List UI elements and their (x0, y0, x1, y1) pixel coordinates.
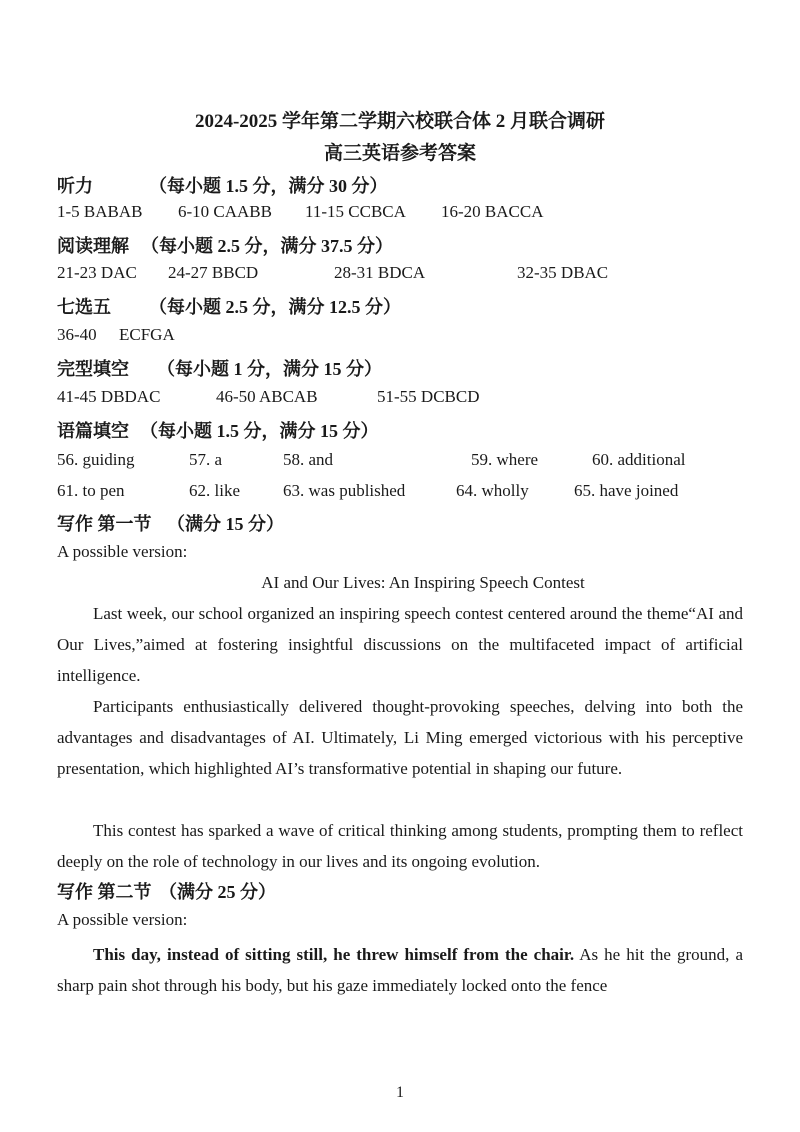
cloze-label: 完型填空 (57, 359, 129, 379)
listening-label: 听力 (57, 176, 93, 196)
writing-2-heading (57, 880, 276, 904)
answer-range: 36-40 (57, 325, 97, 344)
listening-heading (57, 174, 388, 198)
reading-label: 阅读理解 (57, 236, 129, 256)
listening-scoring-note: （每小题 1.5 分，满分 30 分） (149, 176, 388, 196)
blank-answer: 61. to pen (57, 481, 125, 500)
writing-2-label: 写作 第二节 (57, 882, 152, 902)
seven-choose-five-answers (0, 323, 800, 347)
grammar-fill-label: 语篇填空 (57, 421, 129, 441)
blank-answer: 59. where (471, 450, 539, 469)
essay-paragraph: Participants enthusiastically delivered thought-provoking speeches, delving into both the advantages and disadvantages of AI. Ultimately, Li Ming emerged victorious with his perceptive presentation, which highlighted AI’s transformative potential in shaping our future. (57, 697, 743, 778)
answer-group: ECFGA (119, 325, 175, 344)
reading-answers (0, 261, 800, 285)
listening-answers (0, 200, 800, 224)
essay-title: AI and Our Lives: An Inspiring Speech Contest (261, 573, 585, 592)
grammar-fill-answers-row-1 (0, 448, 800, 472)
blank-answer: 63. was published (283, 481, 406, 500)
essay-paragraph: Last week, our school organized an inspiring speech contest centered around the theme“AI and Our Lives,”aimed at fostering insightful discussions on the multifaceted impact of artificial intelligence. (57, 604, 743, 685)
blank-answer: 62. like (189, 481, 240, 500)
page-number: 1 (396, 1084, 404, 1101)
blank-answer: 58. and (283, 450, 334, 469)
answer-group: 32-35 DBAC (517, 263, 609, 282)
answer-group: 24-27 BBCD (168, 263, 259, 282)
cloze-scoring-note: （每小题 1 分，满分 15 分） (157, 359, 382, 379)
answer-group: 21-23 DAC (57, 263, 137, 282)
answer-group: 28-31 BDCA (334, 263, 426, 282)
continuation-bold-lead: This day, instead of sitting still, he threw himself from the chair. (93, 945, 575, 964)
grammar-fill-heading (57, 419, 379, 443)
answer-group: 46-50 ABCAB (216, 387, 318, 406)
blank-answer: 65. have joined (574, 481, 679, 500)
blank-answer: 60. additional (592, 450, 686, 469)
seven-choose-five-scoring-note: （每小题 2.5 分，满分 12.5 分） (149, 297, 401, 317)
answer-group: 51-55 DCBCD (377, 387, 480, 406)
writing-1-heading (57, 512, 284, 536)
answer-group: 1-5 BABAB (57, 202, 143, 221)
document-title: 2024-2025 学年第二学期六校联合体 2 月联合调研 (194, 111, 606, 132)
seven-choose-five-label: 七选五 (57, 297, 111, 317)
cloze-heading (57, 357, 382, 381)
grammar-fill-scoring-note: （每小题 1.5 分，满分 15 分） (140, 421, 379, 441)
answer-group: 41-45 DBDAC (57, 387, 161, 406)
writing-1-intro: A possible version: (57, 542, 188, 561)
seven-choose-five-heading (57, 295, 401, 319)
blank-answer: 64. wholly (456, 481, 529, 500)
reading-scoring-note: （每小题 2.5 分，满分 37.5 分） (141, 236, 393, 256)
grammar-fill-answers-row-2 (0, 479, 800, 503)
blank-answer: 57. a (189, 450, 223, 469)
writing-1-scoring-note: （满分 15 分） (167, 514, 284, 534)
cloze-answers (0, 385, 800, 409)
continuation-text: As he hit the ground, a sharp pain shot through his body, but his gaze immediately locked onto the fence (57, 945, 743, 995)
answer-group: 16-20 BACCA (441, 202, 544, 221)
blank-answer: 56. guiding (57, 450, 135, 469)
continuation-paragraph (57, 939, 743, 1001)
essay-paragraph: This contest has sparked a wave of critical thinking among students, prompting them to reflect deeply on the role of technology in our lives and its ongoing evolution. (57, 821, 743, 871)
answer-group: 6-10 CAABB (178, 202, 272, 221)
answer-group: 11-15 CCBCA (305, 202, 406, 221)
writing-2-scoring-note: （满分 25 分） (159, 882, 276, 902)
document-subtitle: 高三英语参考答案 (323, 143, 476, 164)
writing-1-label: 写作 第一节 (57, 514, 152, 534)
writing-2-intro: A possible version: (57, 910, 188, 929)
reading-heading (57, 234, 393, 258)
